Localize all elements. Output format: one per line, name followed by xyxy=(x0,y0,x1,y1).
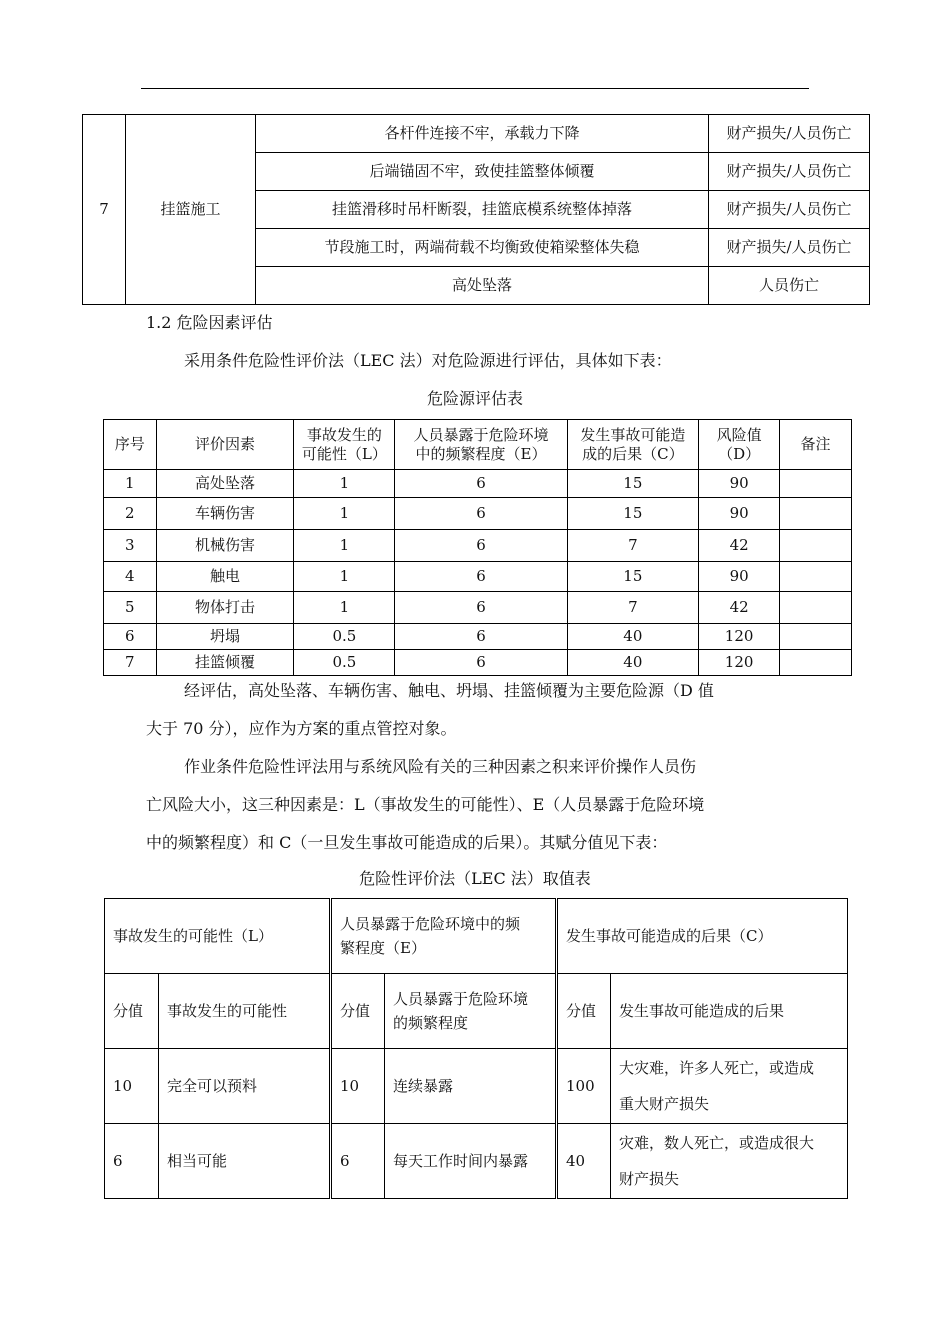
table-title: 危险源评估表 xyxy=(426,389,523,408)
cell-E: 6 xyxy=(395,498,567,530)
sub-header-score: 分值 xyxy=(105,974,159,1049)
cell-C: 7 xyxy=(567,530,699,562)
cell-factor: 坍塌 xyxy=(156,624,294,650)
sub-header-E: 人员暴露于危险环境 的频繁程度 xyxy=(385,974,557,1049)
cell-E-desc: 连续暴露 xyxy=(385,1049,557,1124)
cell-factor: 机械伤害 xyxy=(156,530,294,562)
header-no: 序号 xyxy=(104,420,157,470)
method-line-3: 中的频繁程度）和 C（一旦发生事故可能造成的后果）。其赋分值见下表： xyxy=(146,833,668,852)
cell-C: 15 xyxy=(567,562,699,592)
cell-factor: 挂篮倾覆 xyxy=(156,650,294,676)
group-header-C: 发生事故可能造成的后果（C） xyxy=(557,899,848,974)
table-row xyxy=(104,624,852,650)
cell-no: 6 xyxy=(104,624,157,650)
table-row xyxy=(104,650,852,676)
cell-D: 120 xyxy=(699,624,780,650)
cell-note xyxy=(780,530,852,562)
hazard-cell: 高处坠落 xyxy=(256,267,709,305)
cell-L: 0.5 xyxy=(294,624,395,650)
row-number: 7 xyxy=(83,115,126,305)
table-row xyxy=(104,498,852,530)
consequence-cell: 人员伤亡 xyxy=(709,267,870,305)
cell-note xyxy=(780,498,852,530)
hazard-cell: 后端锚固不牢，致使挂篮整体倾覆 xyxy=(256,153,709,191)
table-row xyxy=(104,470,852,498)
header-C: 发生事故可能造 成的后果（C） xyxy=(567,420,699,470)
cell-note xyxy=(780,470,852,498)
cell-L: 1 xyxy=(294,592,395,624)
cell-E-score: 10 xyxy=(331,1049,385,1124)
cell-note xyxy=(780,624,852,650)
cell-L: 1 xyxy=(294,562,395,592)
section-heading: 1.2 危险因素评估 xyxy=(146,313,273,332)
cell-no: 4 xyxy=(104,562,157,592)
table-row xyxy=(104,592,852,624)
work-item: 挂篮施工 xyxy=(126,115,256,305)
sub-header-score: 分值 xyxy=(331,974,385,1049)
cell-L-desc: 相当可能 xyxy=(159,1124,331,1199)
table-row xyxy=(104,562,852,592)
cell-D: 90 xyxy=(699,470,780,498)
hazard-cell: 挂篮滑移时吊杆断裂，挂篮底模系统整体掉落 xyxy=(256,191,709,229)
table-row xyxy=(105,1124,848,1199)
cell-D: 90 xyxy=(699,562,780,592)
group-header-L: 事故发生的可能性（L） xyxy=(105,899,331,974)
cell-E: 6 xyxy=(395,650,567,676)
cell-L: 1 xyxy=(294,498,395,530)
cell-note xyxy=(780,562,852,592)
conclusion-line-2: 大于 70 分），应作为方案的重点管控对象。 xyxy=(146,719,457,738)
cell-factor: 触电 xyxy=(156,562,294,592)
sub-header-score: 分值 xyxy=(557,974,611,1049)
cell-L: 1 xyxy=(294,470,395,498)
header-rule xyxy=(141,88,809,89)
cell-no: 7 xyxy=(104,650,157,676)
cell-C-desc: 灾难，数人死亡，或造成很大 财产损失 xyxy=(611,1124,848,1199)
cell-E: 6 xyxy=(395,592,567,624)
header-L: 事故发生的 可能性（L） xyxy=(294,420,395,470)
cell-D: 90 xyxy=(699,498,780,530)
cell-C-score: 100 xyxy=(557,1049,611,1124)
cell-factor: 车辆伤害 xyxy=(156,498,294,530)
cell-L: 0.5 xyxy=(294,650,395,676)
table-row xyxy=(105,1049,848,1124)
cell-C-score: 40 xyxy=(557,1124,611,1199)
cell-D: 120 xyxy=(699,650,780,676)
consequence-cell: 财产损失/人员伤亡 xyxy=(709,115,870,153)
cell-L-desc: 完全可以预料 xyxy=(159,1049,331,1124)
method-line-2: 亡风险大小，这三种因素是：L（事故发生的可能性）、E（人员暴露于危险环境 xyxy=(146,795,705,814)
cell-factor: 高处坠落 xyxy=(156,470,294,498)
group-header-E: 人员暴露于危险环境中的频 繁程度（E） xyxy=(331,899,557,974)
conclusion-line-1: 经评估，高处坠落、车辆伤害、触电、坍塌、挂篮倾覆为主要危险源（D 值 xyxy=(184,681,714,700)
lec-value-table xyxy=(104,898,848,1199)
header-factor: 评价因素 xyxy=(156,420,294,470)
cell-L: 1 xyxy=(294,530,395,562)
cell-C: 40 xyxy=(567,650,699,676)
cell-C: 15 xyxy=(567,470,699,498)
method-line-1: 作业条件危险性评法用与系统风险有关的三种因素之积来评价操作人员伤 xyxy=(184,757,697,776)
cell-E: 6 xyxy=(395,624,567,650)
cell-C: 40 xyxy=(567,624,699,650)
cell-note xyxy=(780,592,852,624)
cell-E: 6 xyxy=(395,562,567,592)
cell-no: 3 xyxy=(104,530,157,562)
table-row xyxy=(104,530,852,562)
hazard-cell: 各杆件连接不牢，承载力下降 xyxy=(256,115,709,153)
sub-header-C: 发生事故可能造成的后果 xyxy=(611,974,848,1049)
hazard-cell: 节段施工时，两端荷载不均衡致使箱梁整体失稳 xyxy=(256,229,709,267)
cell-no: 2 xyxy=(104,498,157,530)
cell-no: 5 xyxy=(104,592,157,624)
header-note: 备注 xyxy=(780,420,852,470)
consequence-cell: 财产损失/人员伤亡 xyxy=(709,191,870,229)
cell-D: 42 xyxy=(699,592,780,624)
sub-header-L: 事故发生的可能性 xyxy=(159,974,331,1049)
header-D: 风险值 （D） xyxy=(699,420,780,470)
consequence-cell: 财产损失/人员伤亡 xyxy=(709,229,870,267)
cell-no: 1 xyxy=(104,470,157,498)
cell-C: 15 xyxy=(567,498,699,530)
intro-paragraph: 采用条件危险性评价法（LEC 法）对危险源进行评估，具体如下表： xyxy=(184,351,672,370)
cell-D: 42 xyxy=(699,530,780,562)
cell-C-desc: 大灾难，许多人死亡，或造成 重大财产损失 xyxy=(611,1049,848,1124)
cell-E-desc: 每天工作时间内暴露 xyxy=(385,1124,557,1199)
cell-L-score: 6 xyxy=(105,1124,159,1199)
hazard-assessment-table xyxy=(103,419,852,676)
cell-factor: 物体打击 xyxy=(156,592,294,624)
cell-E-score: 6 xyxy=(331,1124,385,1199)
cell-E: 6 xyxy=(395,470,567,498)
cell-L-score: 10 xyxy=(105,1049,159,1124)
cell-C: 7 xyxy=(567,592,699,624)
cell-note xyxy=(780,650,852,676)
cell-E: 6 xyxy=(395,530,567,562)
hazard-identification-table xyxy=(82,114,870,305)
consequence-cell: 财产损失/人员伤亡 xyxy=(709,153,870,191)
lec-table-title: 危险性评价法（LEC 法）取值表 xyxy=(359,869,591,888)
header-E: 人员暴露于危险环境 中的频繁程度（E） xyxy=(395,420,567,470)
